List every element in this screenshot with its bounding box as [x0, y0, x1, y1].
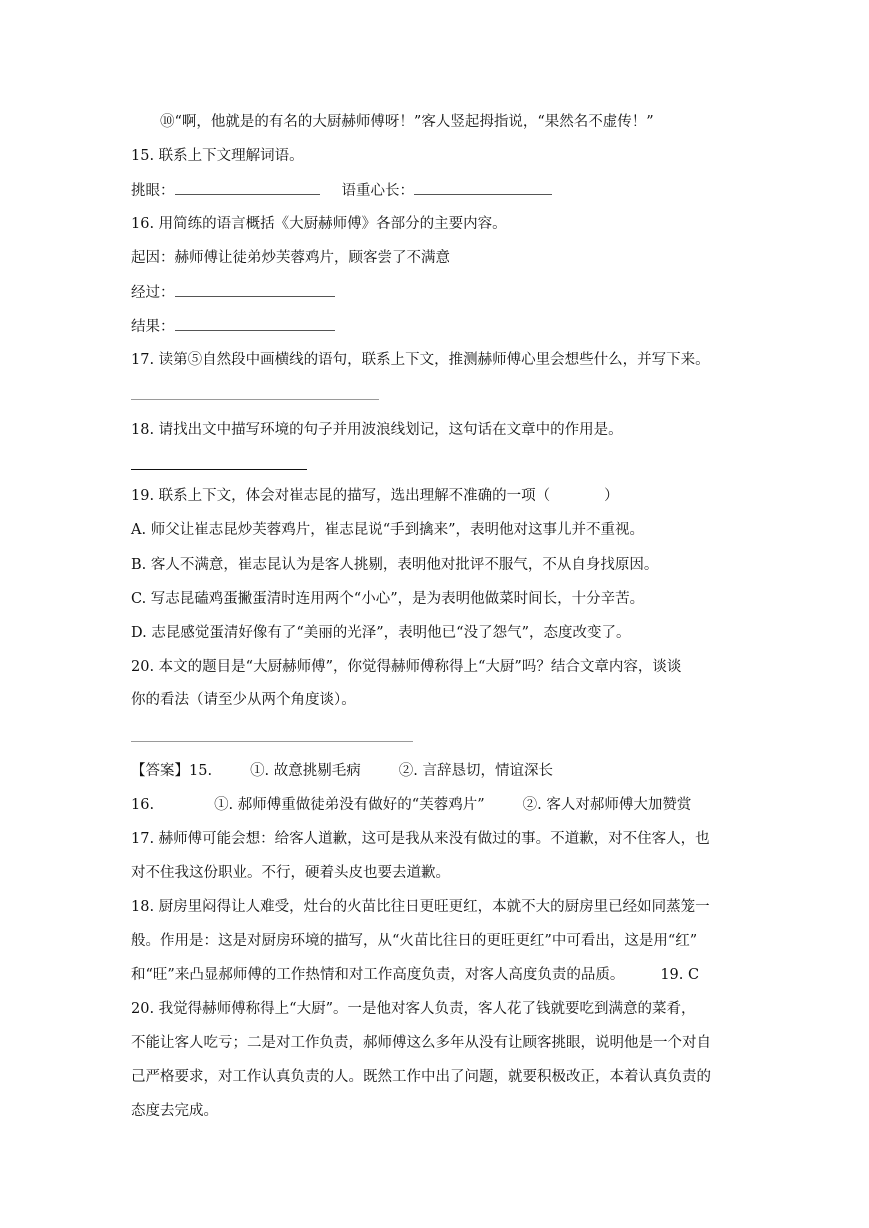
answer-20-line-2: 不能让客人吃亏；二是对工作负责，郝师傅这么多年从没有让顾客挑眼，说明他是一个对自 — [131, 1035, 711, 1051]
answer-18-line-1: 18. 厨房里闷得让人难受，灶台的火苗比往日更旺更红，本就不大的厨房里已经如同蒸笼一 — [131, 899, 710, 915]
answer-17-line-2: 对不住我这份职业。不行，硬着头皮也要去道歉。 — [131, 865, 450, 881]
question-19-stem-text: 19. 联系上下文，体会对崔志昆的描写，选出理解不准确的一项（ — [131, 488, 551, 504]
question-19-option-c: C. 写志昆磕鸡蛋撇蛋清时连用两个“小心”，是为表明他做菜时间长，十分辛苦。 — [131, 591, 645, 607]
question-18-stem: 18. 请找出文中描写环境的句子并用波浪线划记，这句话在文章中的作用是。 — [131, 422, 623, 438]
question-20-stem-line-1: 20. 本文的题目是“大厨赫师傅”，你觉得赫师傅称得上“大厨”吗？结合文章内容，谈谈 — [131, 659, 682, 675]
answer-20-line-4: 态度去完成。 — [131, 1103, 218, 1119]
question-20-answer-line[interactable] — [131, 741, 413, 742]
answer-15-item-1: ①. 故意挑剔毛病 — [250, 763, 361, 779]
question-16-result — [131, 316, 751, 337]
term-zhongxinchang-label: 语重心长： — [341, 183, 414, 199]
question-16-process — [131, 282, 751, 303]
term-tiaoyan-label: 挑眼： — [131, 183, 175, 199]
result-label: 结果： — [131, 319, 175, 335]
question-15-stem: 15. 联系上下文理解词语。 — [131, 148, 304, 164]
answer-16-item-2: ②. 客人对郝师傅大加赞赏 — [522, 797, 692, 813]
process-blank[interactable] — [175, 282, 335, 297]
answer-16-item-1: ①. 郝师傅重做徒弟没有做好的“芙蓉鸡片” — [214, 797, 485, 813]
answer-18-text-3: 和“旺”来凸显郝师傅的工作热情和对工作高度负责，对客人高度负责的品质。 — [131, 967, 625, 983]
answer-16-number: 16. — [131, 797, 155, 813]
question-19-option-d: D. 志昆感觉蛋清好像有了“美丽的光泽”，表明他已“没了怨气”，态度改变了。 — [131, 625, 631, 641]
answer-18-line-3 — [131, 965, 751, 985]
answer-20-line-3: 己严格要求，对工作认真负责的人。既然工作中出了问题，就要积极改正，本着认真负责的 — [131, 1069, 711, 1085]
question-19-stem — [131, 486, 751, 506]
question-19-option-b: B. 客人不满意，崔志昆认为是客人挑剔，表明他对批评不服气，不从自身找原因。 — [131, 557, 659, 573]
answer-15-item-2: ②. 言辞恳切，情谊深长 — [398, 763, 553, 779]
answer-label: 【答案】15. — [131, 763, 213, 779]
question-17-answer-line[interactable] — [131, 399, 379, 400]
answer-18-line-2: 般。作用是：这是对厨房环境的描写，从“火苗比往日的更旺更红”中可看出，这是用“红” — [131, 933, 698, 949]
question-19-option-a: A. 师父让崔志昆炒芙蓉鸡片，崔志昆说“手到擒来”，表明他对这事儿并不重视。 — [131, 522, 645, 538]
answer-15 — [131, 761, 751, 781]
question-18-answer-line[interactable] — [131, 469, 307, 470]
term-zhongxinchang-blank[interactable] — [414, 180, 552, 195]
term-tiaoyan-blank[interactable] — [175, 180, 320, 195]
result-blank[interactable] — [175, 316, 335, 331]
answer-16 — [131, 795, 751, 815]
process-label: 经过： — [131, 285, 175, 301]
answer-20-line-1: 20. 我觉得赫师傅称得上“大厨”。一是他对客人负责，客人花了钱就要吃到满意的菜肴， — [131, 1001, 696, 1017]
question-20-stem-line-2: 你的看法（请至少从两个角度谈）。 — [131, 692, 356, 708]
question-16-stem: 16. 用简练的语言概括《大厨赫师傅》各部分的主要内容。 — [131, 216, 507, 232]
question-17-stem: 17. 读第⑤自然段中画横线的语句，联系上下文，推测赫师傅心里会想些什么，并写下来。 — [131, 352, 710, 368]
question-16-cause: 起因：赫师傅让徒弟炒芙蓉鸡片，顾客尝了不满意 — [131, 250, 450, 266]
answer-17-line-1: 17. 赫师傅可能会想：给客人道歉，这可是我从来没有做过的事。不道歉，对不住客人，也 — [131, 831, 710, 847]
question-15-terms — [131, 180, 751, 201]
question-19-stem-close: ） — [604, 488, 619, 504]
answer-19: 19. C — [660, 967, 700, 983]
passage-paragraph-10: ⑩“啊，他就是的有名的大厨赫师傅呀！”客人竖起拇指说，“果然名不虚传！” — [160, 114, 654, 130]
